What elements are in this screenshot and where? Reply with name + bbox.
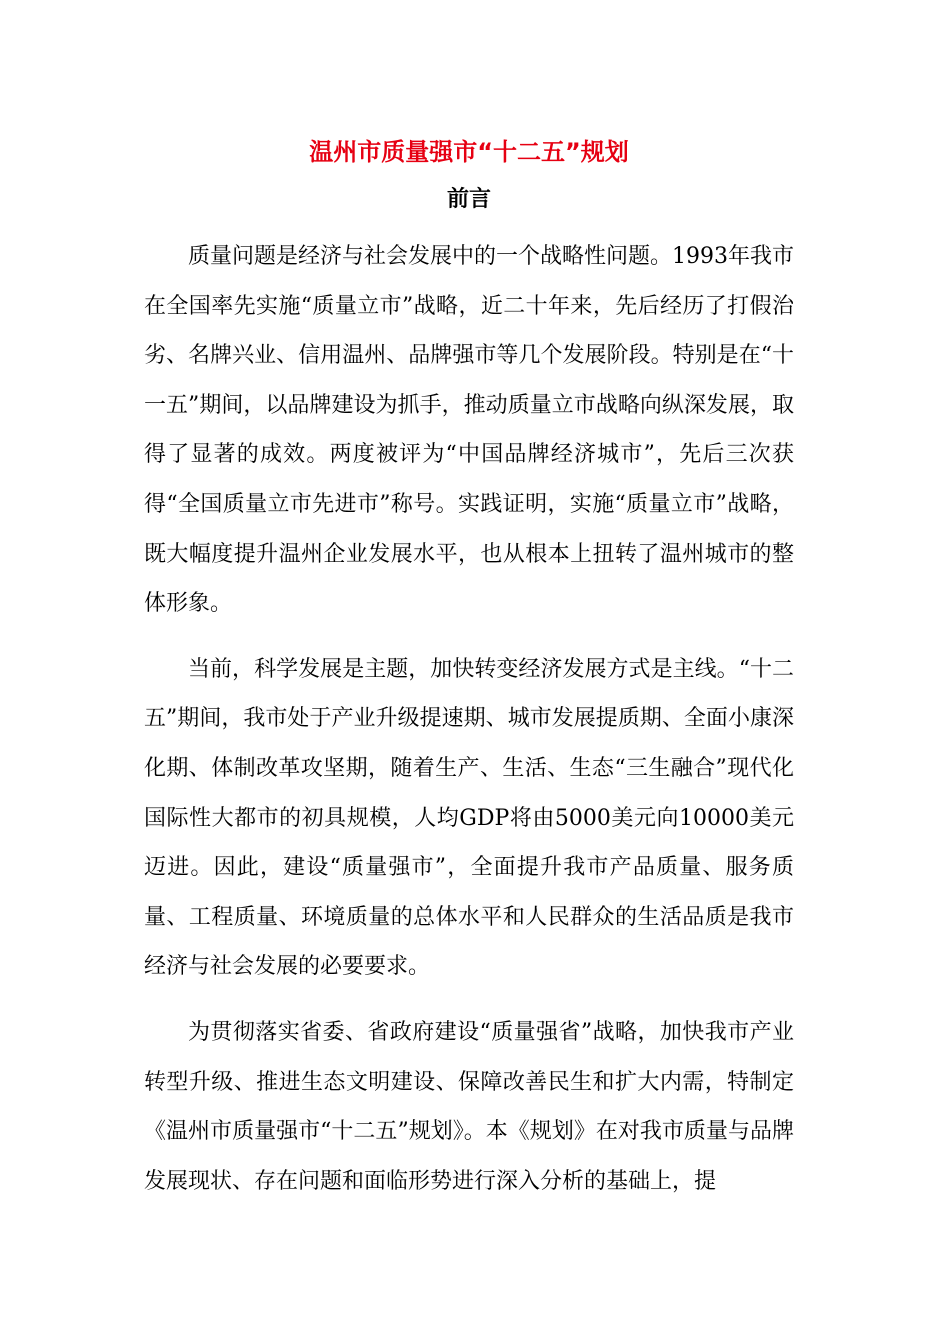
section-heading: 前言 (446, 187, 491, 212)
document-title: 温州市质量强市“十二五”规划 (309, 138, 629, 166)
paragraph-2: 当前，科学发展是主题，加快转变经济发展方式是主线。“十二五”期间，我市处于产业升级提速期、城市发展提质期、全面小康深化期、体制改革攻坚期，随着生产、生活、生态“三生融合”现代化国际性大都市的初具规模，人均GDP将由5000美元向10000美元迈进。因此，建设“质量强市”，全面提升我市产品质量、服务质量、工程质量、环境质量的总体水平和人民群众的生活品质是我市经济与社会发展的必要要求。 (144, 656, 794, 980)
document-body (144, 128, 794, 1222)
paragraph-1: 质量问题是经济与社会发展中的一个战略性问题。1993年我市在全国率先实施“质量立市”战略，近二十年来，先后经历了打假治劣、名牌兴业、信用温州、品牌强市等几个发展阶段。特别是在“十一五”期间，以品牌建设为抓手，推动质量立市战略向纵深发展，取得了显著的成效。两度被评为“中国品牌经济城市”，先后三次获得“全国质量立市先进市”称号。实践证明，实施“质量立市”战略，既大幅度提升温州企业发展水平，也从根本上扭转了温州城市的整体形象。 (144, 244, 794, 617)
paragraph-3: 为贯彻落实省委、省政府建设“质量强省”战略，加快我市产业转型升级、推进生态文明建设、保障改善民生和扩大内需，特制定《温州市质量强市“十二五”规划》。本《规划》在对我市质量与品牌发展现状、存在问题和面临形势进行深入分析的基础上，提 (144, 1019, 794, 1194)
